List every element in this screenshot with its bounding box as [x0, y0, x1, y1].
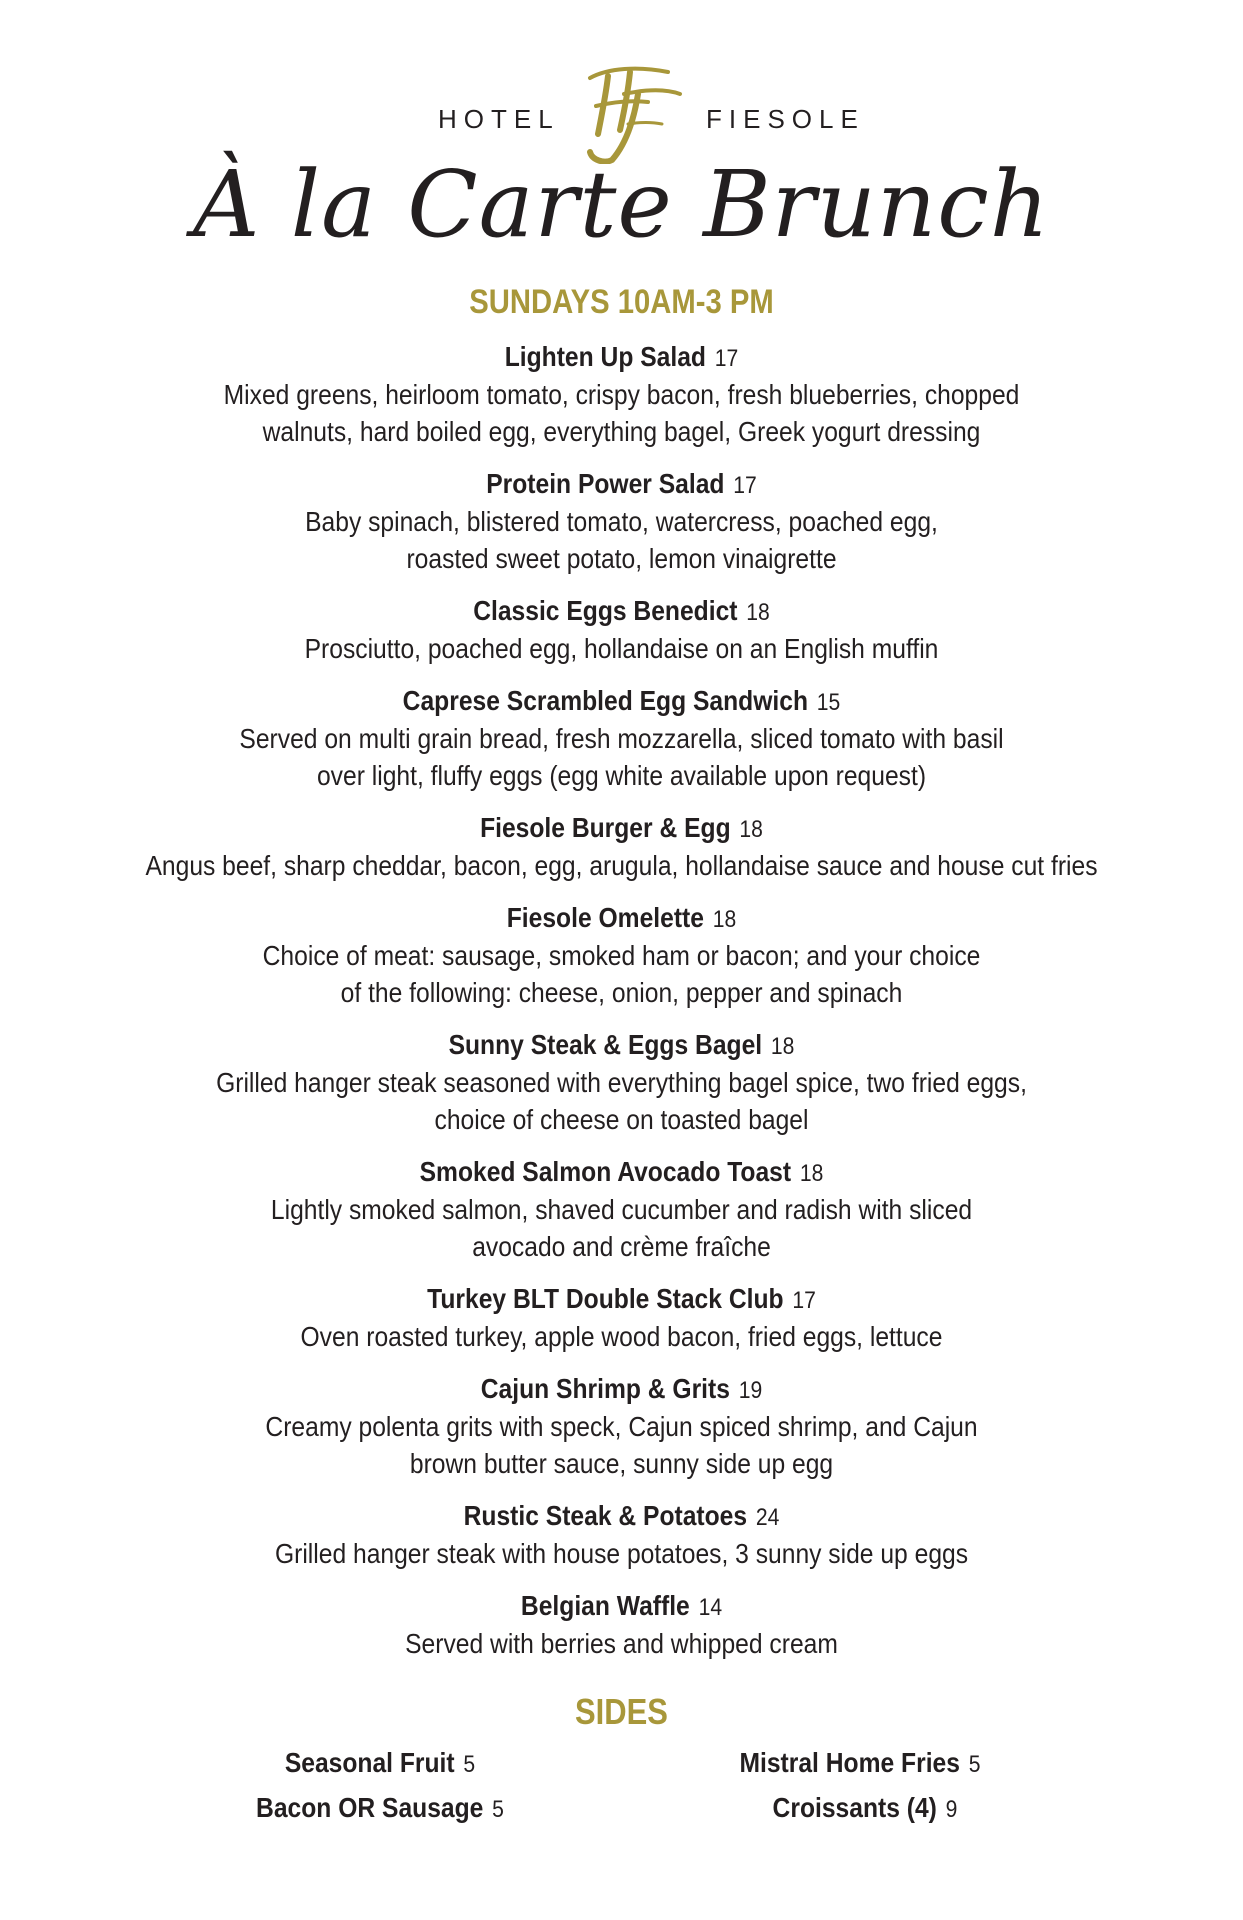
- item-name: Sunny Steak & Eggs Bagel: [448, 1029, 763, 1060]
- item-name: Rustic Steak & Potatoes: [463, 1500, 748, 1531]
- item-name: Lighten Up Salad: [504, 341, 706, 372]
- hf-monogram-icon: [568, 64, 688, 164]
- item-name: Protein Power Salad: [486, 468, 725, 499]
- item-description: Angus beef, sharp cheddar, bacon, egg, arugula, hollandaise sauce and house cut fries: [145, 850, 1098, 881]
- side-price: 5: [492, 1796, 504, 1823]
- menu-item: [0, 1589, 1243, 1662]
- side-name: Croissants (4): [772, 1792, 937, 1823]
- item-name: Caprese Scrambled Egg Sandwich: [402, 685, 809, 716]
- item-price: 14: [698, 1594, 723, 1621]
- item-price: 17: [714, 345, 739, 372]
- item-price: 18: [739, 816, 763, 843]
- item-price: 17: [792, 1287, 816, 1314]
- page-title: À la Carte Brunch: [193, 151, 1050, 258]
- brand-word-fiesole: FIESOLE: [706, 104, 865, 134]
- menu-item: [0, 340, 1243, 450]
- menu-item: [0, 1155, 1243, 1265]
- item-description: Creamy polenta grits with speck, Cajun spiced shrimp, and Cajun brown butter sauce, sunny side up egg: [265, 1411, 978, 1479]
- item-name: Belgian Waffle: [520, 1590, 690, 1621]
- menu-list: [0, 340, 1243, 1679]
- side-name: Seasonal Fruit: [284, 1747, 455, 1778]
- side-price: 5: [968, 1751, 981, 1778]
- item-description: Baby spinach, blistered tomato, watercress, poached egg, roasted sweet potato, lemon vinaigrette: [305, 506, 938, 574]
- item-description: Mixed greens, heirloom tomato, crispy bacon, fresh blueberries, chopped walnuts, hard boiled egg, everything bagel, Greek yogurt dressing: [223, 379, 1020, 447]
- menu-item: [0, 684, 1243, 794]
- menu-item: [0, 467, 1243, 577]
- side-item: [719, 1745, 1001, 1783]
- item-price: 18: [770, 1033, 795, 1060]
- item-description: Grilled hanger steak seasoned with everything bagel spice, two fried eggs, choice of cheese on toasted bagel: [216, 1067, 1027, 1135]
- menu-item: [0, 901, 1243, 1011]
- side-item: [257, 1745, 503, 1783]
- item-price: 18: [746, 599, 770, 626]
- item-price: 18: [799, 1160, 824, 1187]
- sides-list: [0, 1745, 1243, 1855]
- brand-word-hotel: HOTEL: [438, 104, 560, 134]
- item-description: Prosciutto, poached egg, hollandaise on an English muffin: [304, 633, 939, 664]
- item-name: Cajun Shrimp & Grits: [480, 1373, 730, 1404]
- item-description: Grilled hanger steak with house potatoes, 3 sunny side up eggs: [274, 1538, 969, 1569]
- side-price: 5: [463, 1751, 476, 1778]
- menu-item: [0, 1499, 1243, 1572]
- menu-item: [0, 1028, 1243, 1138]
- menu-item: [0, 1282, 1243, 1355]
- side-item: [235, 1790, 525, 1828]
- service-hours: SUNDAYS 10AM-3 PM: [469, 283, 774, 321]
- item-price: 17: [733, 472, 757, 499]
- menu-item: [0, 594, 1243, 667]
- item-description: Served with berries and whipped cream: [405, 1628, 838, 1659]
- item-description: Choice of meat: sausage, smoked ham or bacon; and your choice of the following: cheese, onion, pepper and spinach: [262, 940, 981, 1008]
- side-name: Mistral Home Fries: [739, 1747, 960, 1778]
- item-name: Fiesole Burger & Egg: [480, 812, 731, 843]
- item-name: Fiesole Omelette: [506, 902, 704, 933]
- item-name: Smoked Salmon Avocado Toast: [419, 1156, 792, 1187]
- item-price: 18: [712, 906, 737, 933]
- sides-heading: SIDES: [575, 1691, 668, 1732]
- item-name: Turkey BLT Double Stack Club: [427, 1283, 784, 1314]
- item-price: 15: [816, 689, 841, 716]
- item-description: Lightly smoked salmon, shaved cucumber and radish with sliced avocado and crème fraîche: [270, 1194, 973, 1262]
- menu-item: [0, 1372, 1243, 1482]
- side-price: 9: [945, 1796, 958, 1823]
- item-price: 19: [738, 1377, 763, 1404]
- item-name: Classic Eggs Benedict: [473, 595, 738, 626]
- item-price: 24: [755, 1504, 780, 1531]
- side-name: Bacon OR Sausage: [256, 1792, 484, 1823]
- menu-item: [0, 811, 1243, 884]
- side-item: [737, 1790, 992, 1828]
- item-description: Oven roasted turkey, apple wood bacon, fried eggs, lettuce: [300, 1321, 943, 1352]
- item-description: Served on multi grain bread, fresh mozzarella, sliced tomato with basil over light, fluffy eggs (egg white available upon request): [239, 723, 1004, 791]
